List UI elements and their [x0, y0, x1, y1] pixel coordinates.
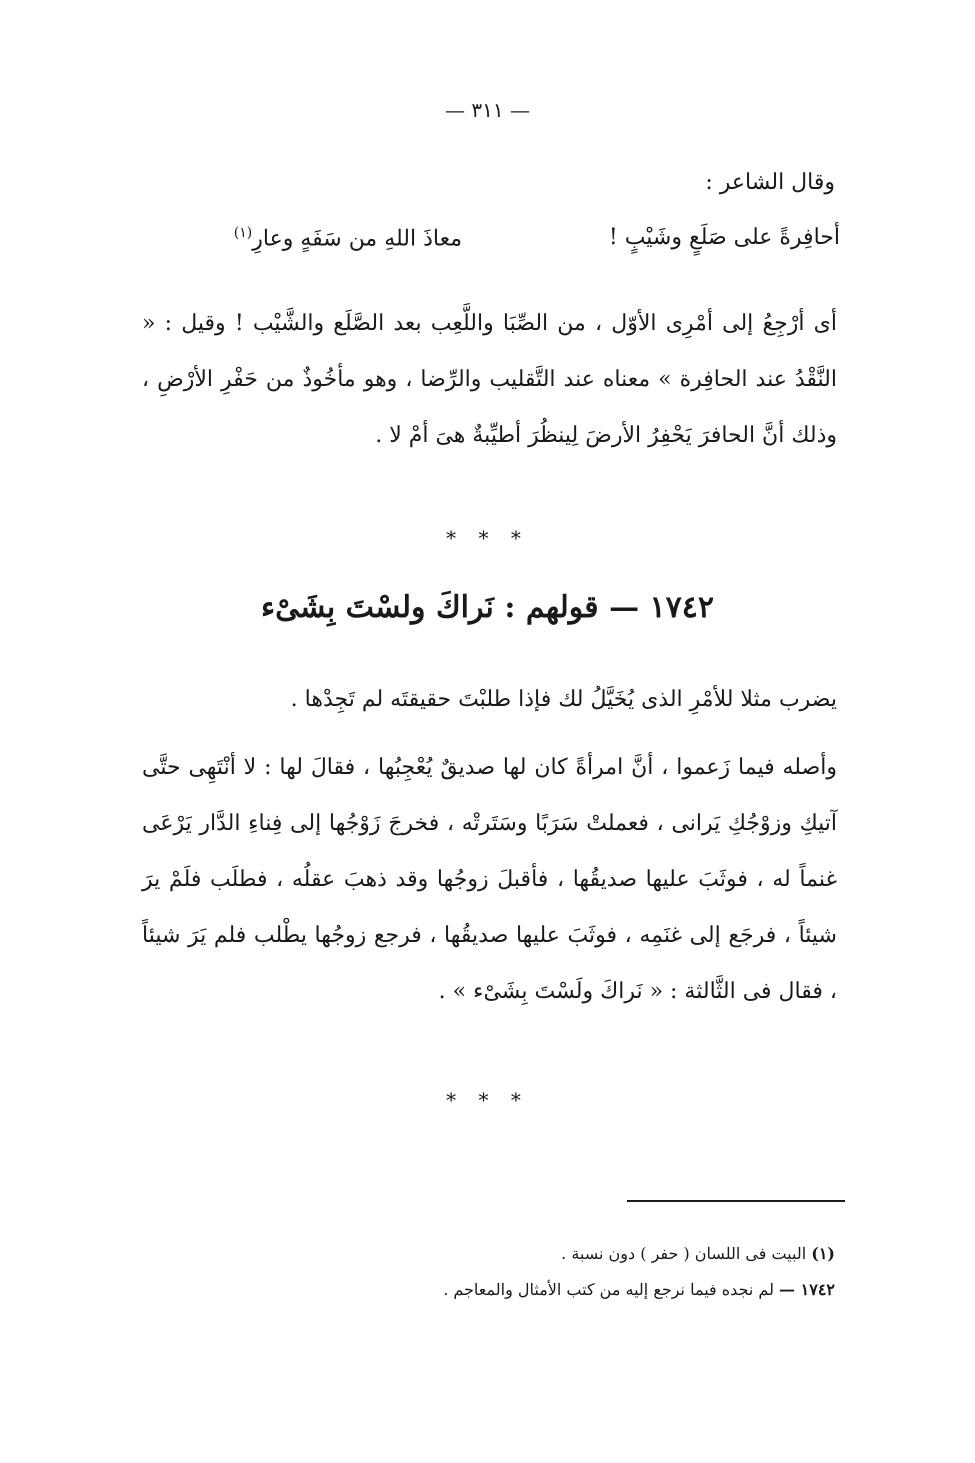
footnote-text: البيت فى اللسان ( حفر ) دون نسبة . [561, 1244, 807, 1263]
footnote-item [135, 1236, 835, 1272]
section-separator: * * * [446, 526, 529, 550]
verse-second-hemistich [234, 225, 462, 251]
proverb-usage-paragraph: يضرب مثلا للأمْرِ الذى يُخَيَّلُ لك فإذا طلبْتَ حقيقتَه لم تَجِدْها . [290, 687, 837, 712]
verse-commentary-paragraph: أى أرْجِعُ إلى أمْرِى الأوّل ، من الصِّبَا واللَّعِب بعد الصَّلَع والشَّيْب ! وقيل : « النَّقْدُ عند الحافِرة » معناه عند التَّقليب والرِّضا ، وهو مأخُوذٌ من حَفْرِ الأرْضِ ، وذلك أنَّ الحافرَ يَحْفِرُ الأرضَ لِينظُرَ أطيِّبةٌ هىَ أمْ لا . [142, 311, 837, 448]
section-separator: * * * [446, 1088, 529, 1112]
verse-first-hemistich: أحافِرةً على صَلَعٍ وشَيْبٍ ! [608, 225, 840, 250]
page-number: — ٣١١ — [445, 98, 530, 122]
proverb-origin-paragraph: وأصله فيما زَعموا ، أنَّ امرأةً كان لها صديقٌ يُعْجِبُها ، فقالَ لها : لا أنْتَهِى حتَّى آتيكِ وزوْجُكِ يَرانى ، فعملتْ سَرَبًا وسَتَرتْه ، فخرجَ زَوْجُها إلى فِناءِ الدَّار يَرْعَى غنماً له ، فوثَبَ عليها صديقُها ، فأقبلَ زوجُها وقد ذهبَ عقلُه ، فطلَب فلَمْ يرَ شيئاً ، فرجَع إلى غنَمِه ، فوثَبَ عليها صديقُها ، فرجع زوجُها يطْلب فلم يَرَ شيئاً ، فقال فى الثَّالثة : « نَراكَ ولَسْتَ بِشَىْء » . [142, 755, 837, 1004]
poet-intro-line: وقال الشاعر : [705, 170, 835, 195]
footnote-item [135, 1272, 835, 1308]
footnote-marker: (١) [811, 1244, 835, 1263]
footnote-marker: ١٧٤٢ — [779, 1280, 835, 1299]
verse-second-hemistich-text: معاذَ اللهِ من سَفَهٍ وعارِ [252, 226, 462, 252]
footnote-divider [627, 1200, 845, 1202]
entry-heading: ١٧٤٢ — قولهم : نَراكَ ولسْتَ بِشَىْء [260, 590, 714, 625]
footnotes [135, 1236, 835, 1308]
poem-verse [140, 225, 840, 265]
footnote-reference: (١) [233, 225, 253, 241]
footnote-text: لم نجده فيما نرجع إليه من كتب الأمثال والمعاجم . [443, 1280, 774, 1299]
